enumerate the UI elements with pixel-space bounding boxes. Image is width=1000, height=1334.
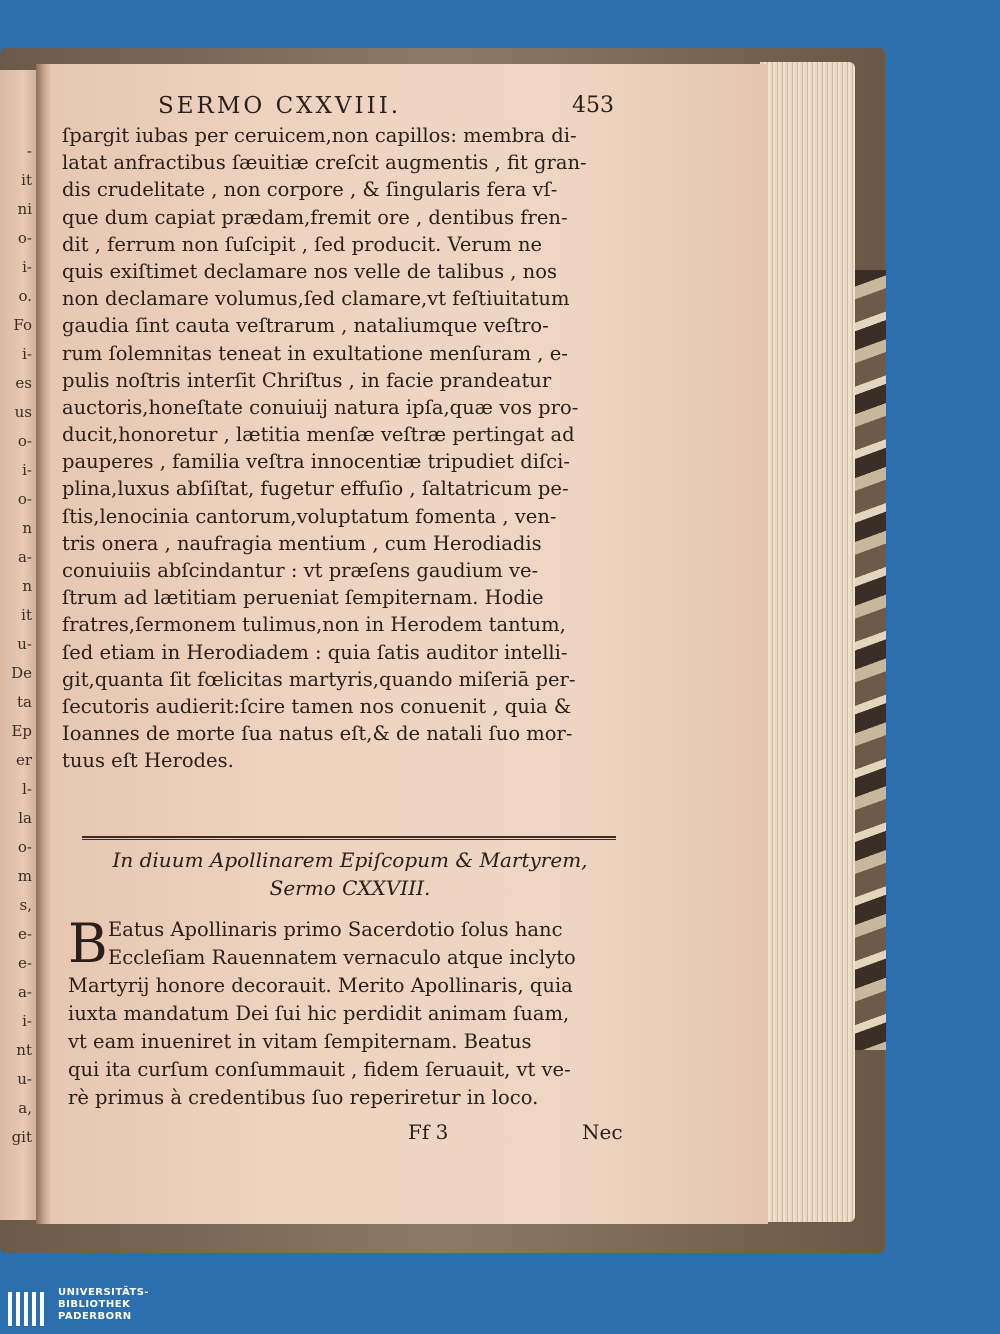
library-logo-icon xyxy=(6,1286,50,1330)
margin-fragment: o- xyxy=(17,229,32,247)
margin-fragment: m xyxy=(17,867,32,885)
margin-fragment: it xyxy=(21,171,32,189)
running-head: SERMO CXXVIII. xyxy=(158,93,402,119)
text-line: latat anfractibus ſæuitiæ creſcit augmentis , fit gran- xyxy=(62,151,587,175)
margin-fragment: - xyxy=(26,142,32,160)
library-logo xyxy=(6,1286,206,1330)
margin-fragment: es xyxy=(15,374,32,392)
text-line: ſed etiam in Herodiadem : quia ſatis auditor intelli- xyxy=(62,640,568,664)
margin-fragment: e- xyxy=(18,954,32,972)
new-sermon-text xyxy=(68,912,628,1112)
heading-line-1: In diuum Apollinarem Epiſcopum & Martyrem, xyxy=(112,848,588,872)
margin-fragment: e- xyxy=(18,925,32,943)
catchword: Nec xyxy=(582,1120,623,1144)
logo-line-1: UNIVERSITÄTS- xyxy=(58,1287,150,1298)
margin-fragment: a- xyxy=(17,548,32,566)
facing-page-fragments xyxy=(0,140,38,1290)
text-line: git,quanta ſit fœlicitas martyris,quando miſeriā per- xyxy=(62,667,576,691)
text-line: gaudia ſint cauta veſtrarum , nataliumque veſtro- xyxy=(62,314,549,338)
margin-fragment: o- xyxy=(17,490,32,508)
text-line: que dum capiat prædam,fremit ore , dentibus fren- xyxy=(62,205,568,229)
sermon-heading xyxy=(80,846,620,902)
margin-fragment: l- xyxy=(22,780,32,798)
margin-fragment: it xyxy=(21,606,32,624)
margin-fragment: us xyxy=(14,403,32,421)
text-line: quis exiſtimet declamare nos velle de talibus , nos xyxy=(62,259,557,283)
text-line: tris onera , naufragia mentium , cum Herodiadis xyxy=(62,531,542,555)
margin-fragment: n xyxy=(22,577,32,595)
text-line: dit , ferrum non ſuſcipit , ſed producit. Verum ne xyxy=(62,232,543,256)
body-line: iuxta mandatum Dei ſui hic perdidit animam ſuam, xyxy=(68,1002,570,1025)
margin-fragment: u- xyxy=(17,635,32,653)
section-rule xyxy=(82,836,616,840)
margin-fragment: a- xyxy=(17,983,32,1001)
logo-line-2: BIBLIOTHEK xyxy=(58,1299,131,1310)
logo-line-3: PADERBORN xyxy=(58,1311,132,1322)
text-line: ſtis,lenocinia cantorum,voluptatum fomenta , ven- xyxy=(62,504,557,528)
drop-capital: B xyxy=(68,912,108,975)
text-line: rum ſolemnitas teneat in exultatione menſuram , e- xyxy=(62,341,568,365)
text-line: dis crudelitate , non corpore , & ſingularis fera vſ- xyxy=(62,178,558,202)
text-line: tuus eſt Herodes. xyxy=(62,749,234,773)
sermon-text-block xyxy=(62,122,624,775)
text-line: pauperes , familia veſtra innocentiæ tripudiet diſci- xyxy=(62,450,570,474)
margin-fragment: er xyxy=(15,751,32,769)
text-line: fratres,ſermonem tulimus,non in Herodem tantum, xyxy=(62,613,566,637)
body-line: Eatus Apollinaris primo Sacerdotio ſolus hanc xyxy=(108,918,563,941)
library-logo-text xyxy=(58,1287,149,1323)
book-page xyxy=(50,64,768,1224)
margin-fragment: ni xyxy=(17,200,32,218)
facing-page-margin xyxy=(0,70,40,1220)
margin-fragment: s, xyxy=(19,896,32,914)
text-line: ſtrum ad lætitiam perueniat ſempiternam. Hodie xyxy=(62,586,544,610)
body-line: rè primus à credentibus ſuo reperiretur in loco. xyxy=(68,1086,539,1109)
margin-fragment: u- xyxy=(17,1070,32,1088)
body-line: Eccleſiam Rauennatem vernaculo atque inclyto xyxy=(108,946,576,969)
heading-line-2: Sermo CXXVIII. xyxy=(269,876,431,900)
text-line: ſpargit iubas per ceruicem,non capillos: membra di- xyxy=(62,124,577,147)
text-line: conuiuiis abſcindantur : vt præſens gaudium ve- xyxy=(62,559,539,582)
signature-mark: Ff 3 xyxy=(408,1120,449,1144)
text-line: ſecutoris audierit:ſcire tamen nos conuenit , quia & xyxy=(62,694,572,718)
page-number: 453 xyxy=(572,93,614,118)
margin-fragment: De xyxy=(11,664,32,682)
margin-fragment: la xyxy=(18,809,32,827)
body-line: vt eam inueniret in vitam ſempiternam. Beatus xyxy=(68,1030,532,1053)
margin-fragment: i- xyxy=(22,1012,32,1030)
page-edges xyxy=(760,62,855,1222)
margin-fragment: i- xyxy=(22,461,32,479)
body-line: qui ita curſum conſummauit , fidem ſeruauit, vt ve- xyxy=(68,1058,571,1081)
margin-fragment: Ep xyxy=(11,722,32,740)
text-line: Ioannes de morte ſua natus eſt,& de natali ſuo mor- xyxy=(62,722,573,746)
text-line: auctoris,honeſtate conuiuij natura ipſa,quæ vos pro- xyxy=(62,395,579,419)
margin-fragment: nt xyxy=(16,1041,32,1059)
margin-fragment: ta xyxy=(17,693,32,711)
text-line: plina,luxus abſiſtat, fugetur effuſio , ſaltatricum pe- xyxy=(62,477,569,501)
margin-fragment: git xyxy=(11,1128,32,1146)
margin-fragment: o- xyxy=(17,432,32,450)
text-line: pulis noſtris interſit Chriſtus , in facie prandeatur xyxy=(62,368,552,392)
margin-fragment: i- xyxy=(22,258,32,276)
margin-fragment: o. xyxy=(18,287,32,305)
margin-fragment: n xyxy=(22,519,32,537)
margin-fragment: o- xyxy=(17,838,32,856)
body-line: Martyrij honore decorauit. Merito Apollinaris, quia xyxy=(68,974,573,997)
margin-fragment: i- xyxy=(22,345,32,363)
margin-fragment: a, xyxy=(18,1099,32,1117)
text-line: non declamare volumus,ſed clamare,vt feſtiuitatum xyxy=(62,287,570,311)
margin-fragment: Fo xyxy=(13,316,32,334)
text-line: ducit,honoretur , lætitia menſæ veſtræ pertingat ad xyxy=(62,423,575,447)
